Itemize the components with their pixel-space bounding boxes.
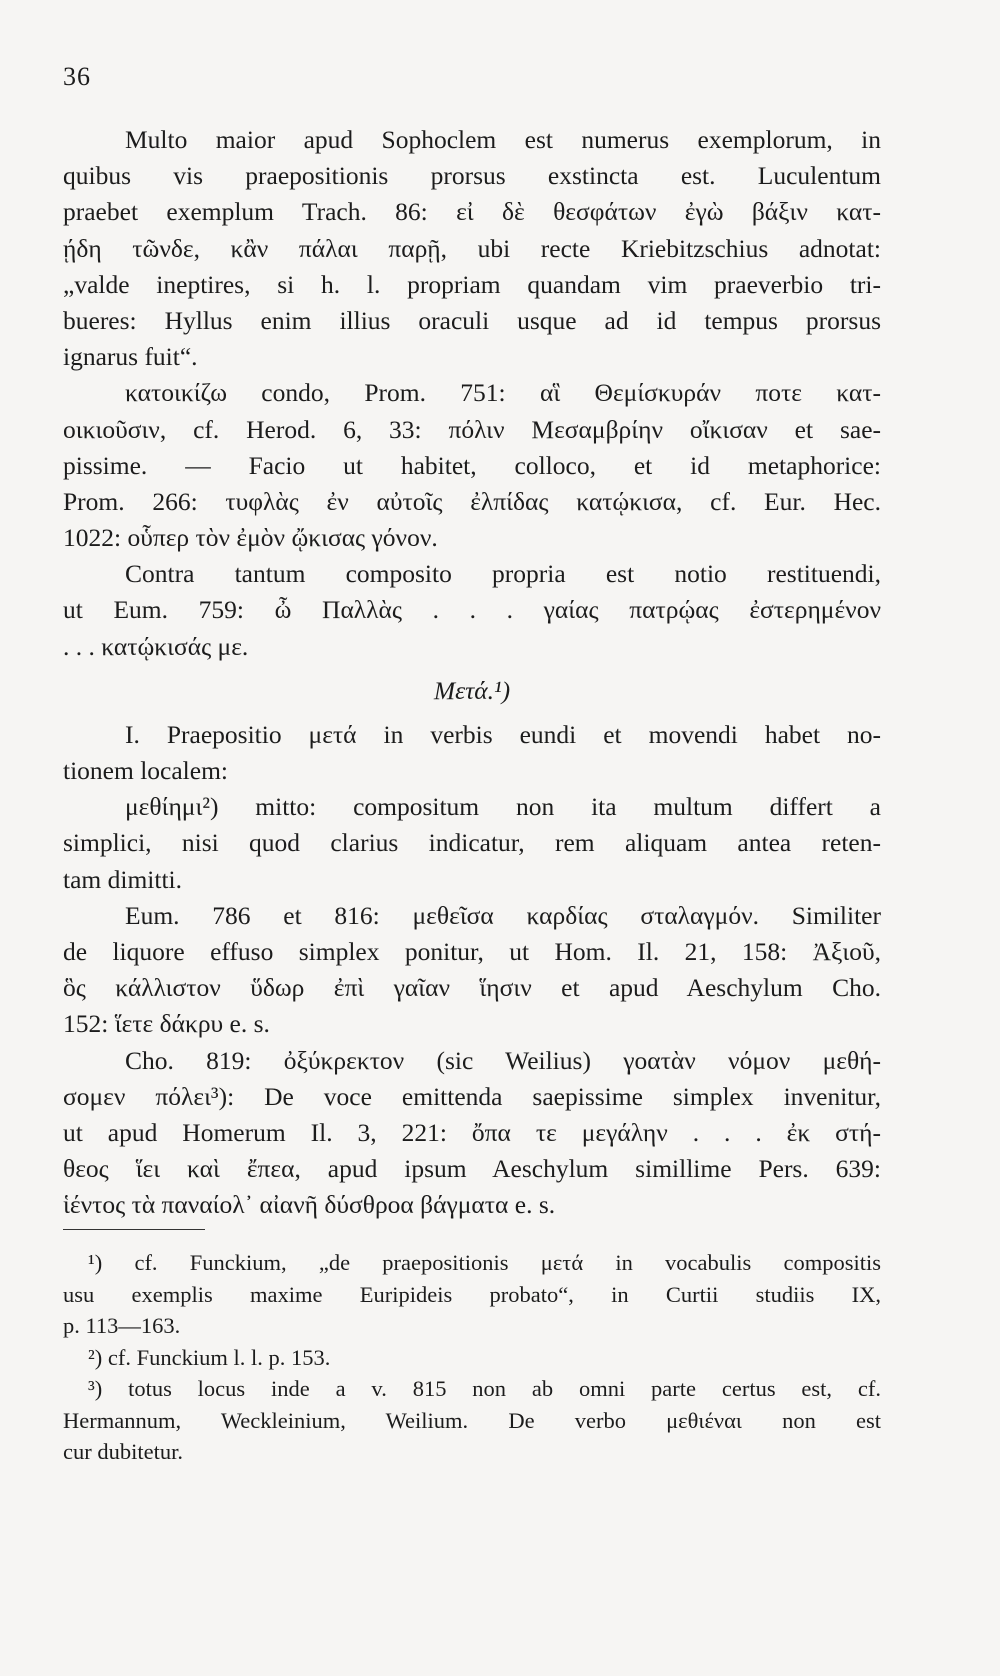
text-line: quibus vis praepositionis prorsus exstincta est. Luculentum	[63, 161, 881, 191]
text-line: 1022: οὗπερ τὸν ἐμὸν ᾤκισας γόνον.	[63, 523, 438, 553]
text-line: tionem localem:	[63, 756, 228, 785]
footnote	[63, 1247, 881, 1342]
page-number: 36	[63, 62, 91, 91]
text-line: ignarus fuit“.	[63, 342, 198, 372]
text-line: μεθίημι²) mitto: compositum non ita multum differt a	[125, 792, 881, 822]
paragraph	[63, 556, 881, 665]
text-line: θεος ἵει καὶ ἔπεα, apud ipsum Aeschylum simillime Pers. 639:	[63, 1154, 881, 1184]
text-line: ῄδη τῶνδε, κἂν πάλαι παρῇ, ubi recte Kriebitzschius adnotat:	[63, 233, 881, 263]
text-line: Cho. 819: ὀξύκρεκτον (sic Weilius) γοατὰν νόμον μεθή-	[125, 1045, 881, 1075]
footnote	[63, 1373, 881, 1468]
text-line: „valde ineptires, si h. l. propriam quandam vim praeverbio tri-	[63, 269, 881, 299]
paragraph	[63, 717, 881, 789]
text-line: κατοικίζω condo, Prom. 751: αἳ Θεμίσκυράν ποτε κατ-	[125, 378, 881, 408]
text-line: σομεν πόλει³): De voce emittenda saepissime simplex invenitur,	[63, 1081, 881, 1111]
text-line: Multo maior apud Sophoclem est numerus exemplorum, in	[125, 125, 881, 154]
text-line: ut apud Homerum Il. 3, 221: ὄπα τε μεγάλην . . . ἐκ στή-	[63, 1117, 881, 1147]
section-heading: Μετά.¹)	[433, 675, 511, 705]
footnote-line: cur dubitetur.	[63, 1439, 183, 1465]
text-line: ὃς κάλλιστον ὕδωρ ἐπὶ γαῖαν ἵησιν et apud Aeschylum Cho.	[63, 973, 881, 1003]
text-line: Contra tantum composito propria est notio restituendi,	[125, 559, 881, 589]
footnote-line: ²) cf. Funckium l. l. p. 153.	[88, 1344, 331, 1370]
text-line: de liquore effuso simplex ponitur, ut Hom. Il. 21, 158: Ἀξιοῦ,	[63, 936, 881, 966]
separator-rule	[63, 1229, 205, 1230]
text-line: praebet exemplum Trach. 86: εἰ δὲ θεσφάτων ἐγὼ βάξιν κατ-	[63, 197, 881, 227]
paragraph	[63, 375, 881, 556]
footnote-line: ¹) cf. Funckium, „de praepositionis μετά in vocabulis compositis	[88, 1250, 881, 1276]
footnote-separator	[63, 1223, 881, 1235]
footnote	[63, 1342, 881, 1374]
text-line: pissime. — Facio ut habitet, colloco, et id metaphorice:	[63, 450, 881, 480]
footnote-line: p. 113—163.	[63, 1313, 181, 1339]
text-line: bueres: Hyllus enim illius oraculi usque ad id tempus prorsus	[63, 305, 881, 335]
paragraph	[63, 1043, 881, 1224]
text-line: οικιοῦσιν, cf. Herod. 6, 33: πόλιν Μεσαμβρίην οἴκισαν et sae-	[63, 414, 881, 444]
text-line: . . . κατῴκισάς με.	[63, 631, 249, 661]
text-line: I. Praepositio μετά in verbis eundi et movendi habet no-	[125, 719, 881, 749]
text-line: ἱέντος τὰ παναίολ᾽ αἰανῆ δύσθροα βάγματα e. s.	[63, 1190, 556, 1220]
footnotes	[63, 1247, 881, 1468]
paragraph	[63, 789, 881, 898]
text-line: simplici, nisi quod clarius indicatur, rem aliquam antea reten-	[63, 828, 881, 858]
text-line: tam dimitti.	[63, 864, 182, 894]
main-text	[63, 122, 881, 1468]
text-line: Prom. 266: τυφλὰς ἐν αὐτοῖς ἐλπίδας κατῴκισα, cf. Eur. Hec.	[63, 486, 881, 516]
footnote-line: ³) totus locus inde a v. 815 non ab omni parte certus est, cf.	[88, 1376, 881, 1402]
paragraph	[63, 898, 881, 1043]
text-line: ut Eum. 759: ὦ Παλλὰς . . . γαίας πατρῴας ἐστερημένον	[63, 595, 881, 625]
text-line: 152: ἵετε δάκρυ e. s.	[63, 1009, 270, 1039]
footnote-line: Hermannum, Weckleinium, Weilium. De verbo μεθιέναι non est	[63, 1407, 881, 1433]
paragraph	[63, 122, 881, 375]
footnote-line: usu exemplis maxime Euripideis probato“, in Curtii studiis IX,	[63, 1281, 881, 1307]
text-line: Eum. 786 et 816: μεθεῖσα καρδίας σταλαγμόν. Similiter	[125, 900, 881, 930]
